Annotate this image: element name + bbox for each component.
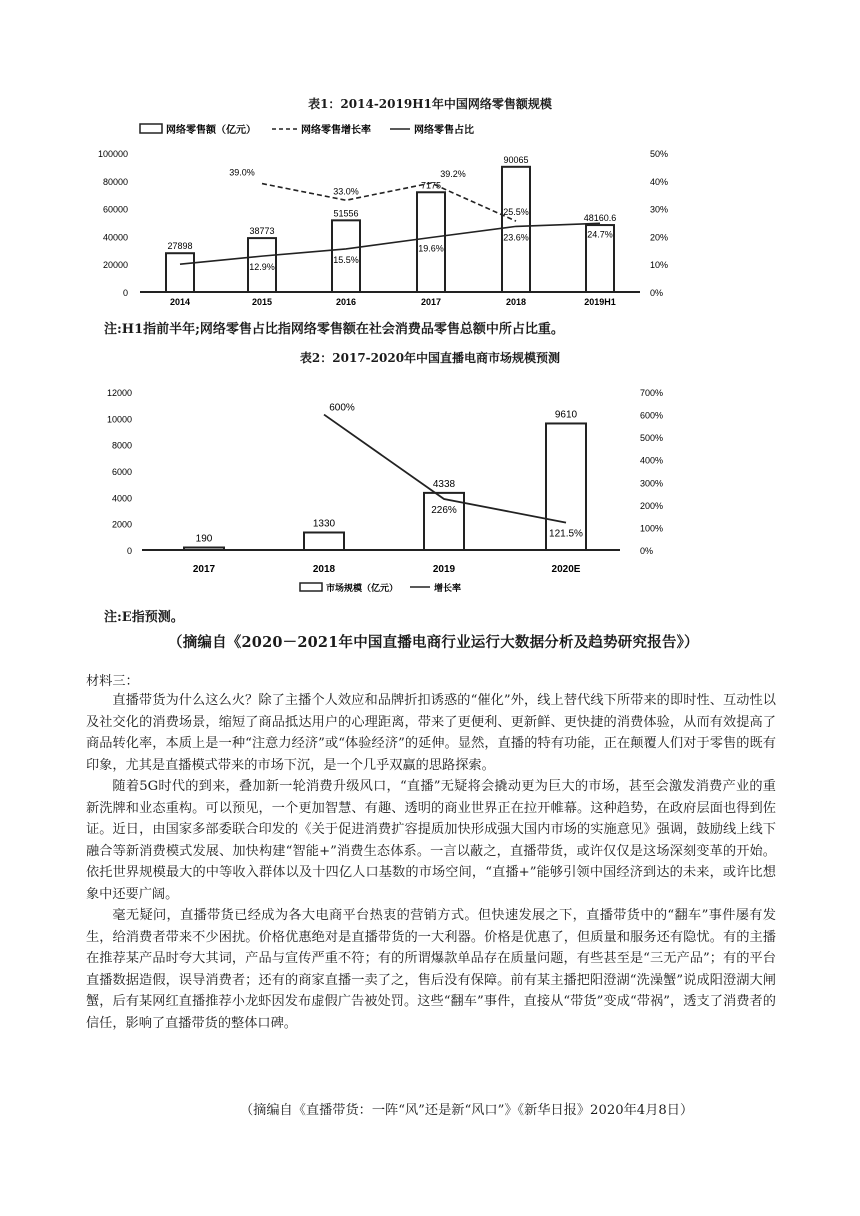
chart1-y-right-tick: 50% (650, 149, 669, 159)
chart2-y-left-tick: 4000 (111, 493, 132, 504)
chart1-growth-label: 33.0% (333, 186, 359, 197)
chart1-y-left-tick: 60000 (102, 204, 128, 215)
chart1-bar (502, 167, 530, 292)
chart1-title: 表1：2014-2019H1年中国网络零售额规模 (308, 97, 552, 111)
chart2-x-tick: 2019 (432, 564, 456, 575)
chart2-growth-label: 600% (329, 402, 355, 414)
chart2-legend-bar-swatch (300, 583, 322, 591)
chart2-svg (0, 350, 860, 610)
chart2-y-left-tick: 12000 (106, 388, 132, 398)
chart1-bar (417, 192, 445, 292)
chart2-bar-label: 9610 (554, 409, 578, 421)
chart1-share-label: 23.6% (503, 232, 529, 243)
chart1-y-left-tick: 100000 (97, 149, 128, 159)
chart1-y-right-tick: 30% (650, 204, 669, 215)
report-source: （摘编自《2020－2021年中国直播电商行业运行大数据分析及趋势研究报告》） (168, 634, 699, 651)
chart1-y-left-tick: 40000 (102, 232, 128, 243)
chart1-share-label: 15.5% (333, 254, 359, 265)
chart1-bar-label: 90065 (503, 154, 529, 165)
chart1-bar (166, 253, 194, 292)
chart2-x-tick: 2018 (312, 564, 336, 575)
chart2-y-right-tick: 400% (640, 455, 664, 466)
chart2-y-left-tick: 0 (126, 546, 132, 556)
chart1-share-label: 24.7% (587, 229, 613, 240)
chart1-bar-label: 38773 (249, 226, 275, 237)
chart1-growth-label: 39.0% (229, 167, 255, 178)
chart2-y-left-tick: 2000 (111, 519, 132, 530)
paragraph-2: 随着5G时代的到来，叠加新一轮消费升级风口，“直播”无疑将会撬动更为巨大的市场，甚至会激发消费产业的重新洗牌和业态重构。可以预见，一个更加智慧、有趣、透明的商业世界正在拉开帷幕。这种趋势，在政府层面也得到佐证。近日，由国家多部委联合印发的《关于促进消费扩容提质加快形成强大国内市场的实施意见》强调，鼓励线上线下融合等新消费模式发展、加快构建“智能+”消费生态体系。一言以蔽之，直播带货，或许仅仅是这场深刻变革的开始。依托世界规模最大的中等收入群体以及十四亿人口基数的市场空间，“直播+”能够引领中国经济到达的未来，或许比想象中还要广阔。 (86, 779, 776, 902)
chart2-legend-line-label: 增长率 (434, 583, 462, 593)
chart2-y-right-tick: 0% (640, 546, 654, 556)
material-body (86, 690, 776, 1034)
chart1-note: 注:H1指前半年;网络零售占比指网络零售额在社会消费品零售总额中所占比重。 (104, 322, 564, 337)
chart1-growth-line (262, 183, 516, 221)
chart1-x-tick: 2014 (169, 297, 191, 307)
chart1-y-right-tick: 10% (650, 260, 669, 271)
material-label: 材料三： (86, 674, 139, 689)
chart2-y-right-tick: 300% (640, 478, 664, 489)
chart1-x-tick: 2019H1 (584, 297, 616, 307)
chart1-share-label: 19.6% (418, 243, 444, 254)
chart2-growth-label: 226% (431, 504, 457, 516)
chart1-y-right-tick: 40% (650, 176, 669, 187)
chart2-bar-label: 4338 (432, 478, 456, 490)
chart2-y-left-tick: 6000 (111, 467, 132, 477)
chart2-bar-label: 1330 (312, 518, 336, 530)
chart1-bar-label: 7175 (420, 180, 442, 191)
chart1-share-line (180, 223, 600, 264)
chart1-x-tick: 2016 (335, 297, 357, 307)
chart1-legend-bar-label: 网络零售额（亿元） (166, 125, 256, 136)
chart1-y-right-tick: 20% (650, 232, 669, 243)
chart2-bar (184, 547, 224, 550)
chart1-growth-label: 25.5% (503, 207, 529, 218)
chart1-x-tick: 2017 (420, 297, 442, 307)
chart2-title: 表2：2017-2020年中国直播电商市场规模预测 (299, 351, 561, 365)
chart2-note: 注:E指预测。 (104, 610, 184, 625)
chart2-bar (304, 532, 344, 550)
chart2-legend-bar-label: 市场规模（亿元） (326, 583, 399, 593)
chart2-y-right-tick: 100% (640, 523, 664, 534)
chart1-y-right-tick: 0% (650, 288, 664, 298)
chart1-svg (0, 0, 860, 320)
chart1-bar-label: 51556 (333, 208, 359, 219)
chart2-y-right-tick: 200% (640, 500, 664, 511)
chart1-x-tick: 2018 (505, 297, 527, 307)
chart1-y-left-tick: 20000 (102, 260, 128, 271)
chart1-y-left-tick: 0 (122, 288, 128, 298)
chart1-legend-line-label: 网络零售占比 (414, 125, 474, 136)
chart1-growth-label: 39.2% (440, 169, 466, 180)
chart1-bar-label: 27898 (167, 241, 193, 252)
chart2-y-left-tick: 8000 (111, 440, 132, 451)
chart2-growth-label: 121.5% (549, 528, 583, 540)
chart1-legend-dashed-label: 网络零售增长率 (301, 125, 371, 136)
chart2-y-right-tick: 600% (640, 410, 664, 421)
paragraph-1: 直播带货为什么这么火？除了主播个人效应和品牌折扣诱惑的“催化”外，线上替代线下所带来的即时性、互动性以及社交化的消费场景，缩短了商品抵达用户的心理距离，带来了更便利、更新鲜、更快捷的消费体验，从而有效提高了商品转化率，本质上是一种“注意力经济”或“体验经济”的延伸。显然，直播的特有功能，正在颠覆人们对于零售的既有印象，尤其是直播模式带来的市场下沉，是一个几乎双赢的思路探索。 (86, 693, 776, 773)
chart2-y-right-tick: 700% (640, 388, 664, 398)
chart1-y-left-tick: 80000 (102, 176, 128, 187)
chart2-y-left-tick: 10000 (106, 414, 132, 425)
chart1-x-tick: 2015 (251, 297, 273, 307)
chart1-legend-bar-swatch (140, 124, 162, 133)
chart1-share-label: 12.9% (249, 262, 275, 273)
chart2-bar-label: 190 (195, 533, 213, 545)
chart2-x-tick: 2020E (551, 564, 581, 575)
chart2-y-right-tick: 500% (640, 433, 664, 444)
chart2-x-tick: 2017 (192, 564, 216, 575)
paragraph-3: 毫无疑问，直播带货已经成为各大电商平台热衷的营销方式。但快速发展之下，直播带货中的“翻车”事件屡有发生，给消费者带来不少困扰。价格优惠绝对是直播带货的一大利器。价格是优惠了，但质量和服务还有隐忧。有的主播在推荐某产品时夸大其词，产品与宣传严重不符；有的所谓爆款单品存在质量问题，有些甚至是“三无产品”；有的平台直播数据造假，误导消费者；还有的商家直播一卖了之，售后没有保障。前有某主播把阳澄湖“洗澡蟹”说成阳澄湖大闸蟹，后有某网红直播推荐小龙虾因发布虚假广告被处罚。这些“翻车”事件，直接从“带货”变成“带祸”，透支了消费者的信任，影响了直播带货的整体口碑。 (86, 908, 776, 1031)
article-source: （摘编自《直播带货：一阵“风”还是新“风口”》《新华日报》2020年4月8日） (240, 1103, 694, 1118)
chart1-bar-label: 48160.6 (583, 213, 617, 224)
